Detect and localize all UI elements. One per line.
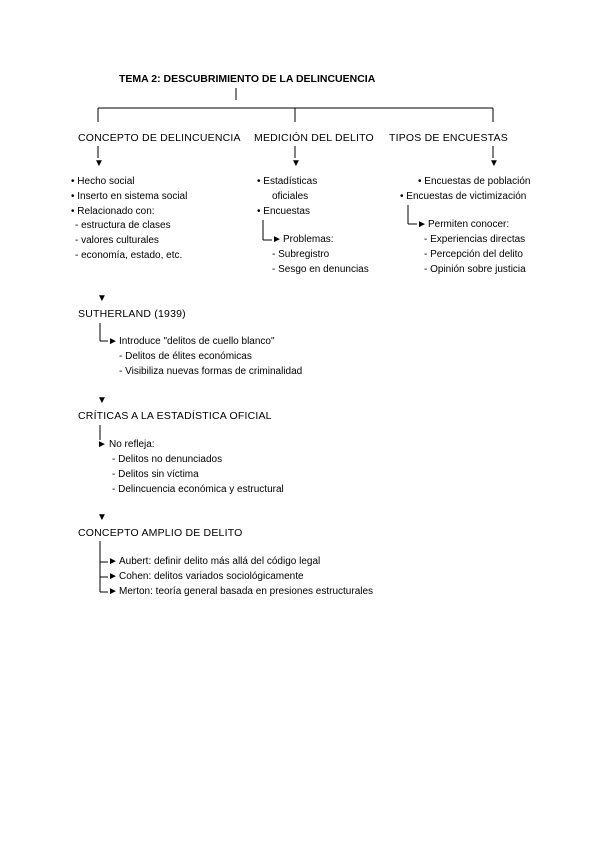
- down-arrow-icon: ▼: [291, 158, 301, 169]
- list-item: • Encuestas de población: [418, 176, 531, 187]
- list-item: • Relacionado con:: [71, 206, 155, 217]
- right-arrow-icon: ►: [108, 556, 118, 567]
- list-item: - Delitos no denunciados: [112, 454, 223, 465]
- list-item: - estructura de clases: [75, 220, 171, 231]
- heading-sutherland: SUTHERLAND (1939): [78, 308, 186, 320]
- list-item: - valores culturales: [75, 235, 159, 246]
- list-item: oficiales: [272, 191, 309, 202]
- down-arrow-icon: ▼: [97, 395, 107, 406]
- down-arrow-icon: ▼: [97, 293, 107, 304]
- list-item: Problemas:: [283, 234, 334, 245]
- list-item: Introduce "delitos de cuello blanco": [119, 336, 275, 347]
- right-arrow-icon: ►: [97, 439, 107, 450]
- list-item: Merton: teoría general basada en presiones estructurales: [119, 586, 374, 597]
- list-item: Cohen: delitos variados sociológicamente: [119, 571, 304, 582]
- list-item: - economía, estado, etc.: [75, 250, 183, 261]
- list-item: - Opinión sobre justicia: [424, 264, 526, 275]
- list-item: • Encuestas de victimización: [400, 191, 527, 202]
- list-item: - Delitos sin víctima: [112, 469, 199, 480]
- list-item: • Inserto en sistema social: [71, 191, 188, 202]
- list-item: - Percepción del delito: [424, 249, 523, 260]
- list-item: • Hecho social: [71, 176, 135, 187]
- heading-tipos-encuestas: TIPOS DE ENCUESTAS: [389, 132, 508, 144]
- list-item: - Subregistro: [272, 249, 330, 260]
- down-arrow-icon: ▼: [97, 512, 107, 523]
- list-item: Aubert: definir delito más allá del código legal: [119, 556, 321, 567]
- right-arrow-icon: ►: [108, 336, 118, 347]
- page-title: TEMA 2: DESCUBRIMIENTO DE LA DELINCUENCIA: [119, 73, 376, 85]
- list-item: - Sesgo en denuncias: [272, 264, 369, 275]
- heading-concepto-amplio: CONCEPTO AMPLIO DE DELITO: [78, 527, 243, 539]
- list-item: - Delitos de élites económicas: [119, 351, 252, 362]
- list-item: No refleja:: [109, 439, 155, 450]
- list-item: - Delincuencia económica y estructural: [112, 484, 284, 495]
- list-item: • Estadísticas: [257, 176, 318, 187]
- list-item: - Visibiliza nuevas formas de criminalidad: [119, 366, 303, 377]
- right-arrow-icon: ►: [417, 219, 427, 230]
- right-arrow-icon: ►: [108, 586, 118, 597]
- down-arrow-icon: ▼: [94, 158, 104, 169]
- right-arrow-icon: ►: [108, 571, 118, 582]
- list-item: - Experiencias directas: [424, 234, 526, 245]
- heading-medicion-delito: MEDICIÓN DEL DELITO: [254, 132, 374, 144]
- heading-criticas: CRÍTICAS A LA ESTADÍSTICA OFICIAL: [78, 410, 272, 422]
- list-item: Permiten conocer:: [428, 219, 510, 230]
- down-arrow-icon: ▼: [489, 158, 499, 169]
- heading-concepto-delincuencia: CONCEPTO DE DELINCUENCIA: [78, 132, 241, 144]
- right-arrow-icon: ►: [272, 234, 282, 245]
- list-item: • Encuestas: [257, 206, 310, 217]
